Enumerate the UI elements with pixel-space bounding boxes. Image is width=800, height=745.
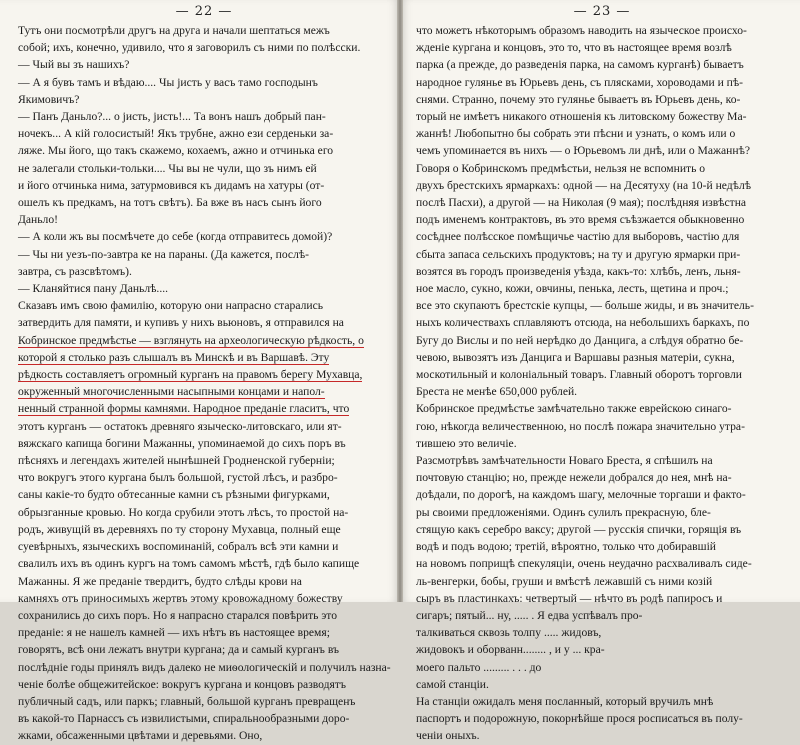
- text-line: паспортъ и подорожную, покорнѣйше прося росписаться въ полу-: [416, 712, 743, 726]
- text-line: [18, 400, 390, 417]
- text-line: сохранились до сихъ поръ. Но я напрасно старался повѣрить это: [18, 608, 338, 622]
- text-line: вяжскаго капища богини Мажанны, упоминаемой до сихъ поръ въ: [18, 436, 346, 450]
- text-line: послѣ Пасхи), а другой — на Николая (9 мая); послѣдняя извѣстна: [416, 196, 747, 210]
- text-line: [18, 366, 390, 383]
- underlined-text: Кобринское предмѣстье — взглянуть на археологическую рѣдкость, о: [18, 333, 364, 347]
- text-line: не залегали стольки-тольки.... Чы вы не чули, що зъ нимъ ей: [18, 161, 317, 175]
- text-line: ченіи оныхъ.: [416, 729, 480, 743]
- text-line: ное масло, сукно, кожи, овчины, пенька, лесть, щетина и проч.;: [416, 282, 729, 296]
- text-line: гою, нѣкогда величественною, но послѣ пожара значительно утра-: [416, 419, 745, 433]
- text-line: родъ, живущій въ деревняхъ по ту сторону Мухавца, полный еще: [18, 522, 341, 536]
- text-line: торый не имѣетъ никакого отношенія къ литовскому божеству Ма-: [416, 110, 747, 124]
- underlined-text: окруженный многочисленными насыпными концами и напол-: [18, 385, 325, 399]
- text-line: — Чый вы зъ нашихъ?: [18, 58, 130, 72]
- text-line: талкиваться сквозь толпу ..... жидовъ,: [416, 626, 602, 640]
- left-page: [0, 0, 400, 743]
- text-line: послѣдніе годы принялъ видъ далеко не миѳологическій и получилъ назна-: [18, 660, 391, 674]
- text-line: двухъ брестскихъ ярмаркахъ: одной — на Десятуху (на 10-й недѣлѣ: [416, 178, 752, 192]
- text-line: стящую какъ серебро ваксу; другой — русскія спички, горящія въ: [416, 522, 742, 536]
- text-line: — А коли жъ вы посмѣчете до себе (когда отправитесь домой)?: [18, 230, 333, 244]
- text-line: и його отчинька нима, затурмовився къ дидамъ на хатуры (от-: [18, 178, 325, 192]
- text-line: Бреста не менѣе 650,000 рублей.: [416, 385, 578, 399]
- text-line: сигаръ; пятый... ну, ..... . Я едва успѣвалъ про-: [416, 608, 643, 622]
- text-line: возятся въ городъ произведенія уѣзда, какъ-то: хлѣбъ, ленъ, льня-: [416, 264, 741, 278]
- text-line: все это скупаютъ брестскіе купцы, — больше жиды, и въ значитель-: [416, 299, 754, 313]
- text-line: суевѣрныхъ, языческихъ воспоминаній, собралъ всѣ эти камни и: [18, 540, 339, 554]
- text-line: саны какіе-то будто обтесанные камни съ рѣзными фигурками,: [18, 488, 330, 502]
- text-line: Якимовичъ?: [18, 92, 80, 106]
- text-line: сосѣднее полѣсское помѣщичье частію для выборовъ, частію для: [416, 230, 740, 244]
- text-line: подъ именемъ контрактовъ, въ это время съѣзжается обыкновенно: [416, 213, 745, 227]
- text-line: затвердить для памяти, и купивъ у нихъ вьюновъ, я отправился на: [18, 316, 344, 330]
- text-line: Тутъ они посмотрѣли другъ на друга и начали шептаться межъ: [18, 24, 330, 37]
- text-line: ныхъ количествахъ сплавляютъ отсюда, на небольшихъ баркахъ, по: [416, 316, 750, 330]
- book-spine: [397, 0, 403, 602]
- text-line: — А я бувъ тамъ и вѣдаю.... Чы јисть у васъ тамо господынъ: [18, 75, 318, 89]
- text-line: чемъ упоминается въ нихъ — о Юрьевомъ ли днѣ, или о Мажаннѣ?: [416, 144, 751, 158]
- text-line: сбыта запаса сельскихъ продуктовъ; на ту и другую ярмарки при-: [416, 247, 741, 261]
- text-line: москотильный и колоніальный товаръ. Главный оборотъ торговли: [416, 368, 742, 382]
- underlined-text: которой я столько разъ слышалъ въ Минскѣ и въ Варшавѣ. Эту: [18, 350, 330, 364]
- text-line: почтовую станцію; но, прежде нежели добрался до нея, мнѣ на-: [416, 471, 732, 485]
- text-line: На станціи ожидалъ меня посланный, который вручилъ мнѣ: [416, 694, 714, 708]
- text-line: парка (а прежде, до разведенія парка, на самомъ курганѣ) бываетъ: [416, 58, 744, 72]
- text-line: Говоря о Кобринскомъ предмѣстьи, нельзя не вспомнить о: [416, 161, 706, 175]
- text-line: жденіе кургана и концовъ, это то, что въ настоящее время возлѣ: [416, 41, 732, 55]
- text-line: завтра, съ разсвѣтомъ).: [18, 264, 132, 278]
- right-page: [400, 0, 800, 743]
- text-line: Мажанны. Я же преданіе твердитъ, будто слѣды крови на: [18, 574, 302, 588]
- text-line: ченіе болѣе общежитейское: вокругъ кургана и концовъ разводятъ: [18, 677, 346, 691]
- page-number-right: — 23 —: [573, 4, 631, 19]
- text-line: Кобринское предмѣстье замѣчательно также еврейскою синаго-: [416, 402, 732, 416]
- text-line: ночекъ... А кій голосистый! Якъ трубне, ажно ези серденьки за-: [18, 127, 334, 141]
- text-line: [18, 349, 390, 366]
- text-line: [18, 383, 390, 400]
- text-line: водѣ и подъ водою; третій, вѣроятно, только что добиравшій: [416, 540, 717, 554]
- text-line: этотъ курганъ — остатокъ древняго языческо-литовскаго, или ят-: [18, 419, 342, 433]
- text-line: Бугу до Вислы и по ней нерѣдко до Данцига, а слѣдуя обратно бе-: [416, 333, 744, 347]
- text-line: преданіе: я не нашелъ камней — ихъ нѣтъ въ настоящее время;: [18, 626, 330, 640]
- text-line: [18, 332, 390, 349]
- text-line: сыръ въ пластинкахъ: четвертый — нѣчто въ родѣ папиросъ и: [416, 591, 723, 605]
- text-line: камняхъ отъ приносимыхъ жертвъ этому кровожадному божеству: [18, 591, 343, 605]
- text-line: что вокругъ этого кургана былъ большой, густой лѣсъ, и разбро-: [18, 471, 338, 485]
- left-page-text: [18, 22, 390, 745]
- text-line: свалилъ ихъ въ одинъ кургъ на томъ самомъ мѣстѣ, гдѣ было капище: [18, 557, 360, 571]
- text-line: собой; ихъ, конечно, удивило, что я заговорилъ съ ними по полѣсски.: [18, 41, 361, 55]
- text-line: тившею это величіе.: [416, 436, 517, 450]
- text-line: Даньло!: [18, 213, 58, 227]
- text-line: самой станціи.: [416, 677, 489, 691]
- page-number-left: — 22 —: [175, 4, 233, 19]
- text-line: Сказавъ имъ свою фамилію, которую они напрасно старались: [18, 299, 323, 313]
- text-line: публичный садъ, или паркъ; главный, большой курганъ превращенъ: [18, 694, 356, 708]
- text-line: доѣдали, по дорогѣ, на каждомъ шагу, мелочные торгаши и факто-: [416, 488, 746, 502]
- text-line: жидовокъ и оборванн........ , и у ... кра-: [416, 643, 605, 657]
- text-line: говорятъ, всѣ они лежатъ внутри кургана; да и самый курганъ въ: [18, 643, 340, 657]
- text-line: что можетъ нѣкоторымъ образомъ наводить на языческое происхо-: [416, 24, 747, 37]
- text-line: моего пальто ......... . . . до: [416, 660, 542, 674]
- text-line: ляже. Мы його, що такъ скажемо, кохаемъ, ажно и отчинька его: [18, 144, 334, 158]
- text-line: жками, обсаженными цвѣтами и деревьями. Оно,: [18, 729, 263, 743]
- text-line: народное гулянье въ Юрьевъ день, съ плясками, хороводами и пѣ-: [416, 75, 744, 89]
- text-line: снями. Странно, почему это гулянье бываетъ въ Юрьевъ день, ко-: [416, 92, 741, 106]
- underlined-text: рѣдкость составляетъ огромный курганъ на правомъ берегу Мухавца,: [18, 368, 363, 382]
- text-line: ль-венгерки, бобы, груши и вмѣстѣ лежавшій съ ними козій: [416, 574, 713, 588]
- right-page-text: [416, 22, 788, 745]
- text-line: пѣсняхъ и легендахъ жителей нынѣшней Гродненской губерніи;: [18, 454, 335, 468]
- text-line: на новомъ поприщѣ спекуляціи, очень неудачно расхваливалъ сиде-: [416, 557, 752, 571]
- text-line: ошелъ къ предкамъ, на тотъ свѣтъ). Ба вже въ насъ сынъ його: [18, 196, 322, 210]
- text-line: — Панъ Даньло?... о јисть, јисть!... Та вонъ нашъ добрый пан-: [18, 110, 326, 124]
- underlined-text: ненный странной формы камнями. Народное преданіе гласитъ, что: [18, 402, 350, 416]
- text-line: жаннѣ! Любопытно бы собрать эти пѣсни и узнать, о комъ или о: [416, 127, 736, 141]
- text-line: въ какой-то Парнассъ съ извилистыми, спиральнообразными доро-: [18, 712, 350, 726]
- text-line: — Кланяйтися пану Даньлѣ....: [18, 282, 169, 296]
- text-line: ры своими предложеніями. Одинъ сулилъ прекрасную, бле-: [416, 505, 711, 519]
- text-line: Разсмотрѣвъ замѣчательности Новаго Бреста, я спѣшилъ на: [416, 454, 713, 468]
- text-line: обрызганные кровью. Но когда срубили этотъ лѣсъ, то простой на-: [18, 505, 349, 519]
- text-line: — Чы ни уезъ-по-завтра ке на параны. (Да кажется, послѣ-: [18, 247, 310, 261]
- text-line: чевою, вывозятъ изъ Данцига и Варшавы разныя матеріи, сукна,: [416, 350, 735, 364]
